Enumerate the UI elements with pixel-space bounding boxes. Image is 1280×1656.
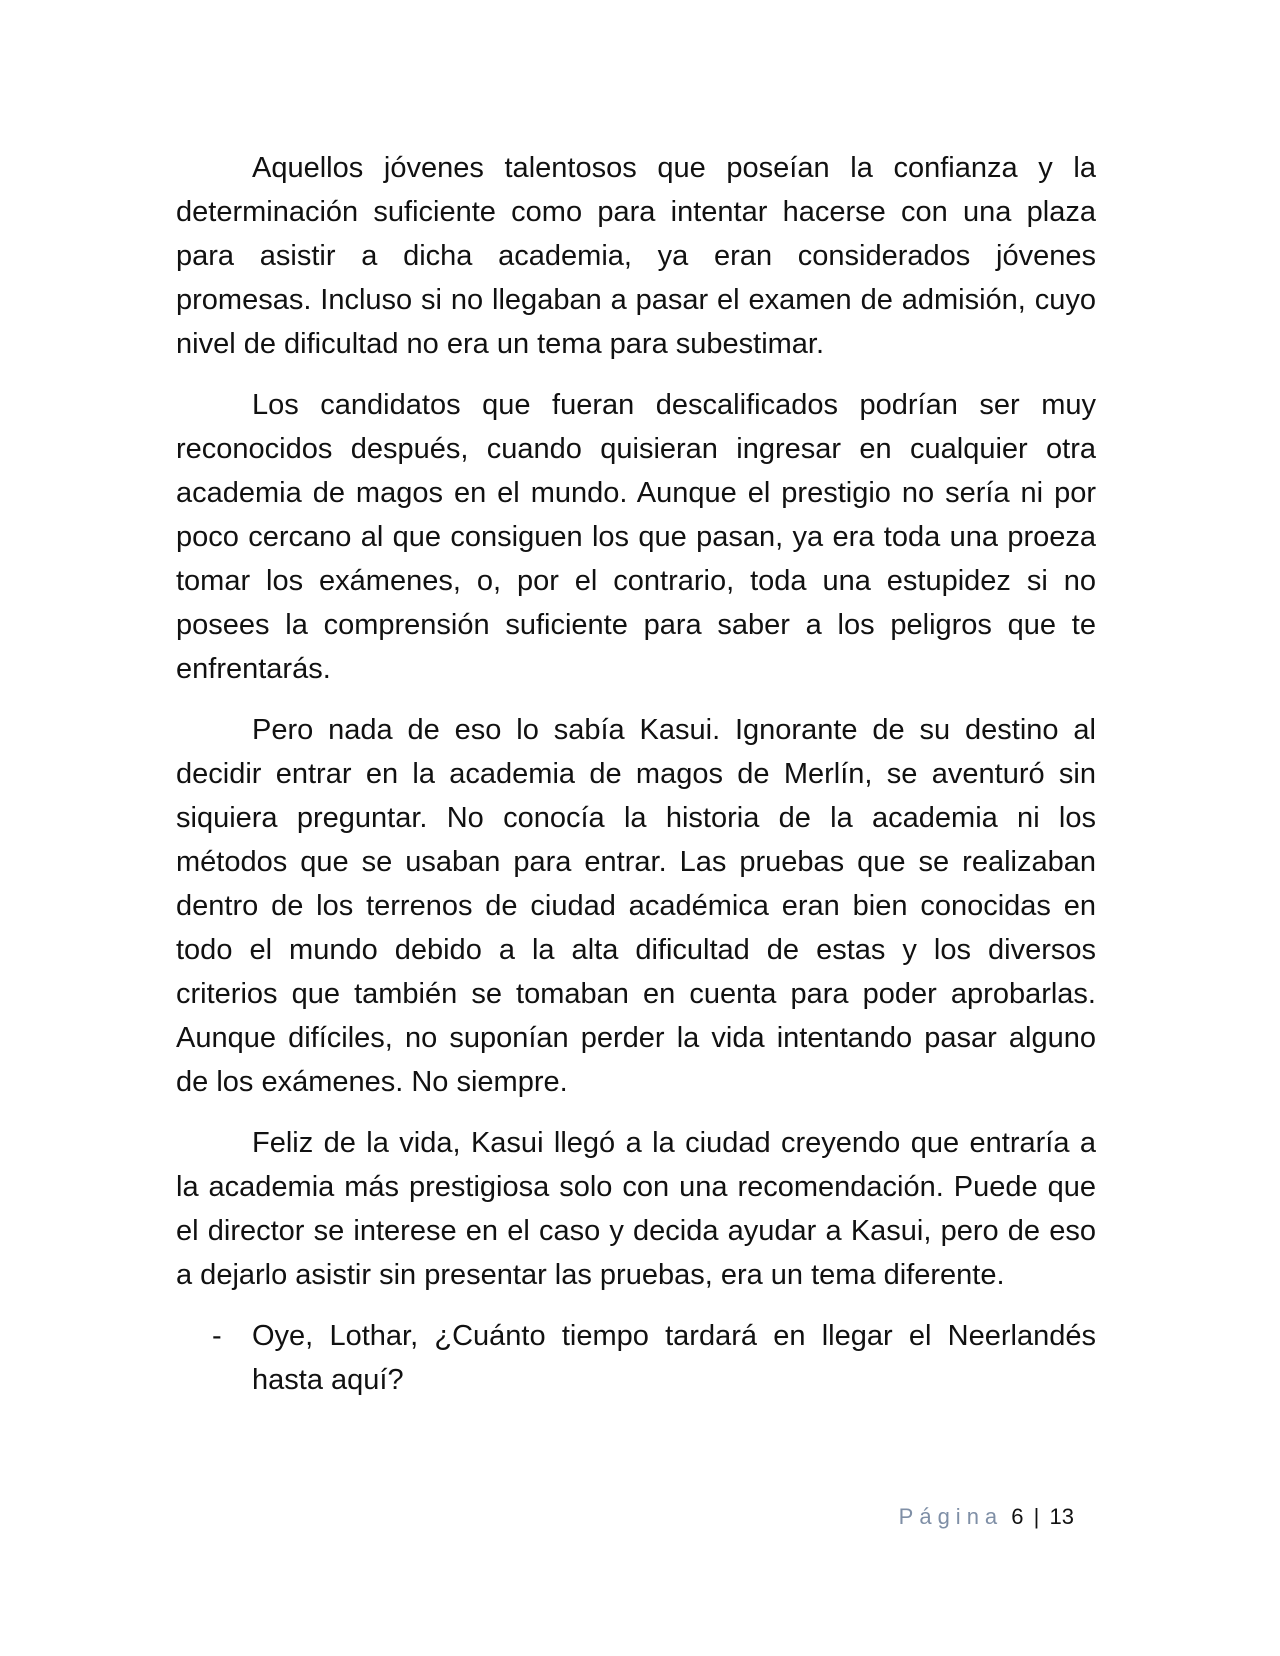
current-page-number: 6	[1011, 1504, 1024, 1529]
paragraph-2: Los candidatos que fueran descalificados podrían ser muy reconocidos después, cuando quisieran ingresar en cualquier otra academia de magos en el mundo. Aunque el prestigio no sería ni por poco cercano al que consiguen los que pasan, ya era toda una proeza tomar los exámenes, o, por el contrario, toda una estupidez si no posees la comprensión suficiente para saber a los peligros que te enfrentarás.	[176, 389, 1096, 685]
dialogue-dash: -	[212, 1320, 222, 1352]
total-pages-number: 13	[1049, 1504, 1074, 1529]
paragraph-3: Pero nada de eso lo sabía Kasui. Ignorante de su destino al decidir entrar en la academia de magos de Merlín, se aventuró sin siquiera preguntar. No conocía la historia de la academia ni los métodos que se usaban para entrar. Las pruebas que se realizaban dentro de los terrenos de ciudad académica eran bien conocidas en todo el mundo debido a la alta dificultad de estas y los diversos criterios que también se tomaban en cuenta para poder aprobarlas. Aunque difíciles, no suponían perder la vida intentando pasar alguno de los exámenes. No siempre.	[176, 714, 1096, 1098]
paragraph-4: Feliz de la vida, Kasui llegó a la ciudad creyendo que entraría a la academia más prestigiosa solo con una recomendación. Puede que el director se interese en el caso y decida ayudar a Kasui, pero de eso a dejarlo asistir sin presentar las pruebas, era un tema diferente.	[176, 1127, 1096, 1291]
document-body	[176, 146, 1096, 1402]
page-separator: |	[1033, 1504, 1040, 1529]
page-footer	[899, 1502, 1074, 1532]
dialogue-text: Oye, Lothar, ¿Cuánto tiempo tardará en llegar el Neerlandés hasta aquí?	[252, 1320, 1096, 1396]
dialogue-line	[176, 1314, 1096, 1402]
paragraph-1: Aquellos jóvenes talentosos que poseían la confianza y la determinación suficiente como para intentar hacerse con una plaza para asistir a dicha academia, ya eran considerados jóvenes promesas. Incluso si no llegaban a pasar el examen de admisión, cuyo nivel de dificultad no era un tema para subestimar.	[176, 152, 1096, 360]
page-label: Página	[898, 1504, 1004, 1529]
